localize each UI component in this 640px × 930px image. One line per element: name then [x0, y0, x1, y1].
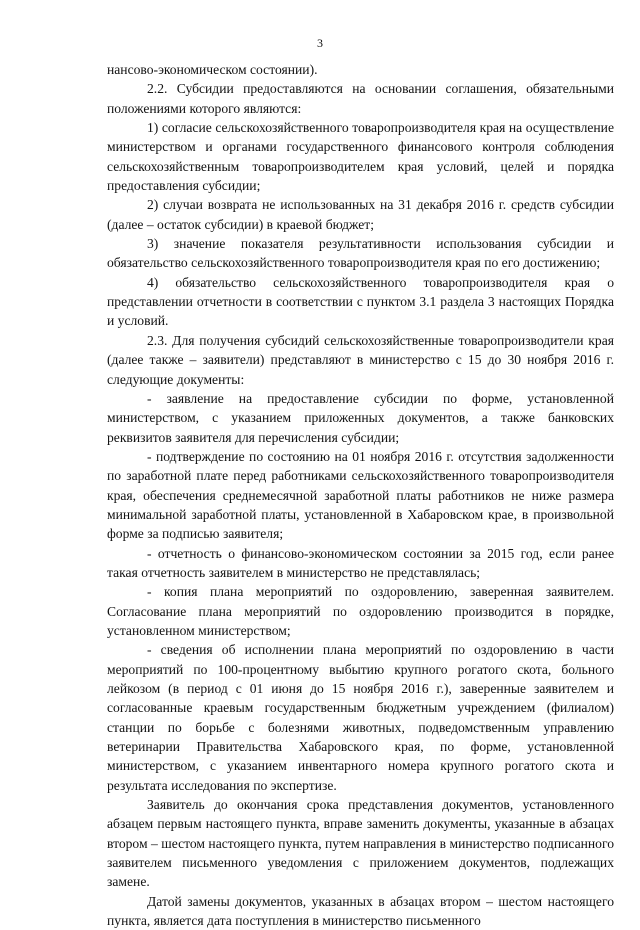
paragraph-2-3-item-financial-report: - отчетность о финансово-экономическом состоянии за 2015 год, если ранее такая отчетность заявителем в министерство не представлялась; — [107, 545, 614, 580]
paragraph-replacement-date: Датой замены документов, указанных в абзацах втором – шестом настоящего пункта, является дата поступления в министерство письменного — [107, 893, 614, 929]
paragraph-2-3: 2.3. Для получения субсидий сельскохозяйственные товаропроизводители края (далее также – заявители) представляют в министерство с 15 до 30 ноября 2016 г. следующие документы: — [107, 332, 614, 387]
paragraph-2-2: 2.2. Субсидии предоставляются на основании соглашения, обязательными положениями которого являются: — [107, 81, 614, 116]
paragraph-2-2-item-4: 4) обязательство сельскохозяйственного товаропроизводителя края о представлении отчетности в соответствии с пунктом 3.1 раздела 3 настоящих Порядка и условий. — [107, 274, 614, 329]
paragraph-continuation: нансово-экономическом состоянии). — [107, 62, 318, 77]
paragraph-2-3-item-application: - заявление на предоставление субсидии по форме, установленной министерством, с указанием приложенных документов, а также банковских реквизитов заявителя для перечисления субсидии; — [107, 390, 614, 445]
paragraph-2-3-item-recovery-plan-copy: - копия плана мероприятий по оздоровлению, заверенная заявителем. Согласование плана мероприятий по оздоровлению производится в порядке, установленном министерством; — [107, 584, 614, 638]
paragraph-document-replacement: Заявитель до окончания срока представления документов, установленного абзацем первым настоящего пункта, вправе заменить документы, указанные в абзацах втором – шестом настоящего пункта, путем направления в министерство подписанного заявителем письменного уведомления с приложением документов, подлежащих замене. — [107, 797, 614, 890]
paragraph-2-3-item-salary-confirmation: - подтверждение по состоянию на 01 ноября 2016 г. отсутствия задолженности по заработной плате перед работниками сельскохозяйственного товаропроизводителя края, обеспечения среднемесячной заработной платы работников не ниже размера минимальной заработной платы, установленной в Хабаровском крае, в произвольной форме за подписью заявителя; — [107, 448, 614, 542]
page-number: 3 — [317, 36, 323, 50]
document-body — [107, 60, 614, 930]
paragraph-2-2-item-1: 1) согласие сельскохозяйственного товаропроизводителя края на осуществление министерством и органами государственного финансового контроля соблюдения сельскохозяйственным товаропроизводителем края условий, целей и порядка предоставления субсидии; — [107, 120, 614, 194]
paragraph-2-2-item-2: 2) случаи возврата не использованных на 31 декабря 2016 г. средств субсидии (далее – остаток субсидии) в краевой бюджет; — [107, 197, 614, 232]
paragraph-2-2-item-3: 3) значение показателя результативности использования субсидии и обязательство сельскохозяйственного товаропроизводителя края по его достижению; — [107, 236, 614, 271]
paragraph-2-3-item-recovery-plan-info: - сведения об исполнении плана мероприятий по оздоровлению в части мероприятий по 100-процентному выбытию крупного рогатого скота, больного лейкозом (в период с 01 июня до 15 ноября 2016 г.), заверенные заявителем и согласованные краевым государственным бюджетным учреждением (филиалом) станции по борьбе с болезнями животных, подведомственным управлению ветеринарии Правительства Хабаровского края, по форме, установленной министерством, с указанием инвентарного номера крупного рогатого скота и результата исследования по экспертизе. — [107, 642, 614, 793]
